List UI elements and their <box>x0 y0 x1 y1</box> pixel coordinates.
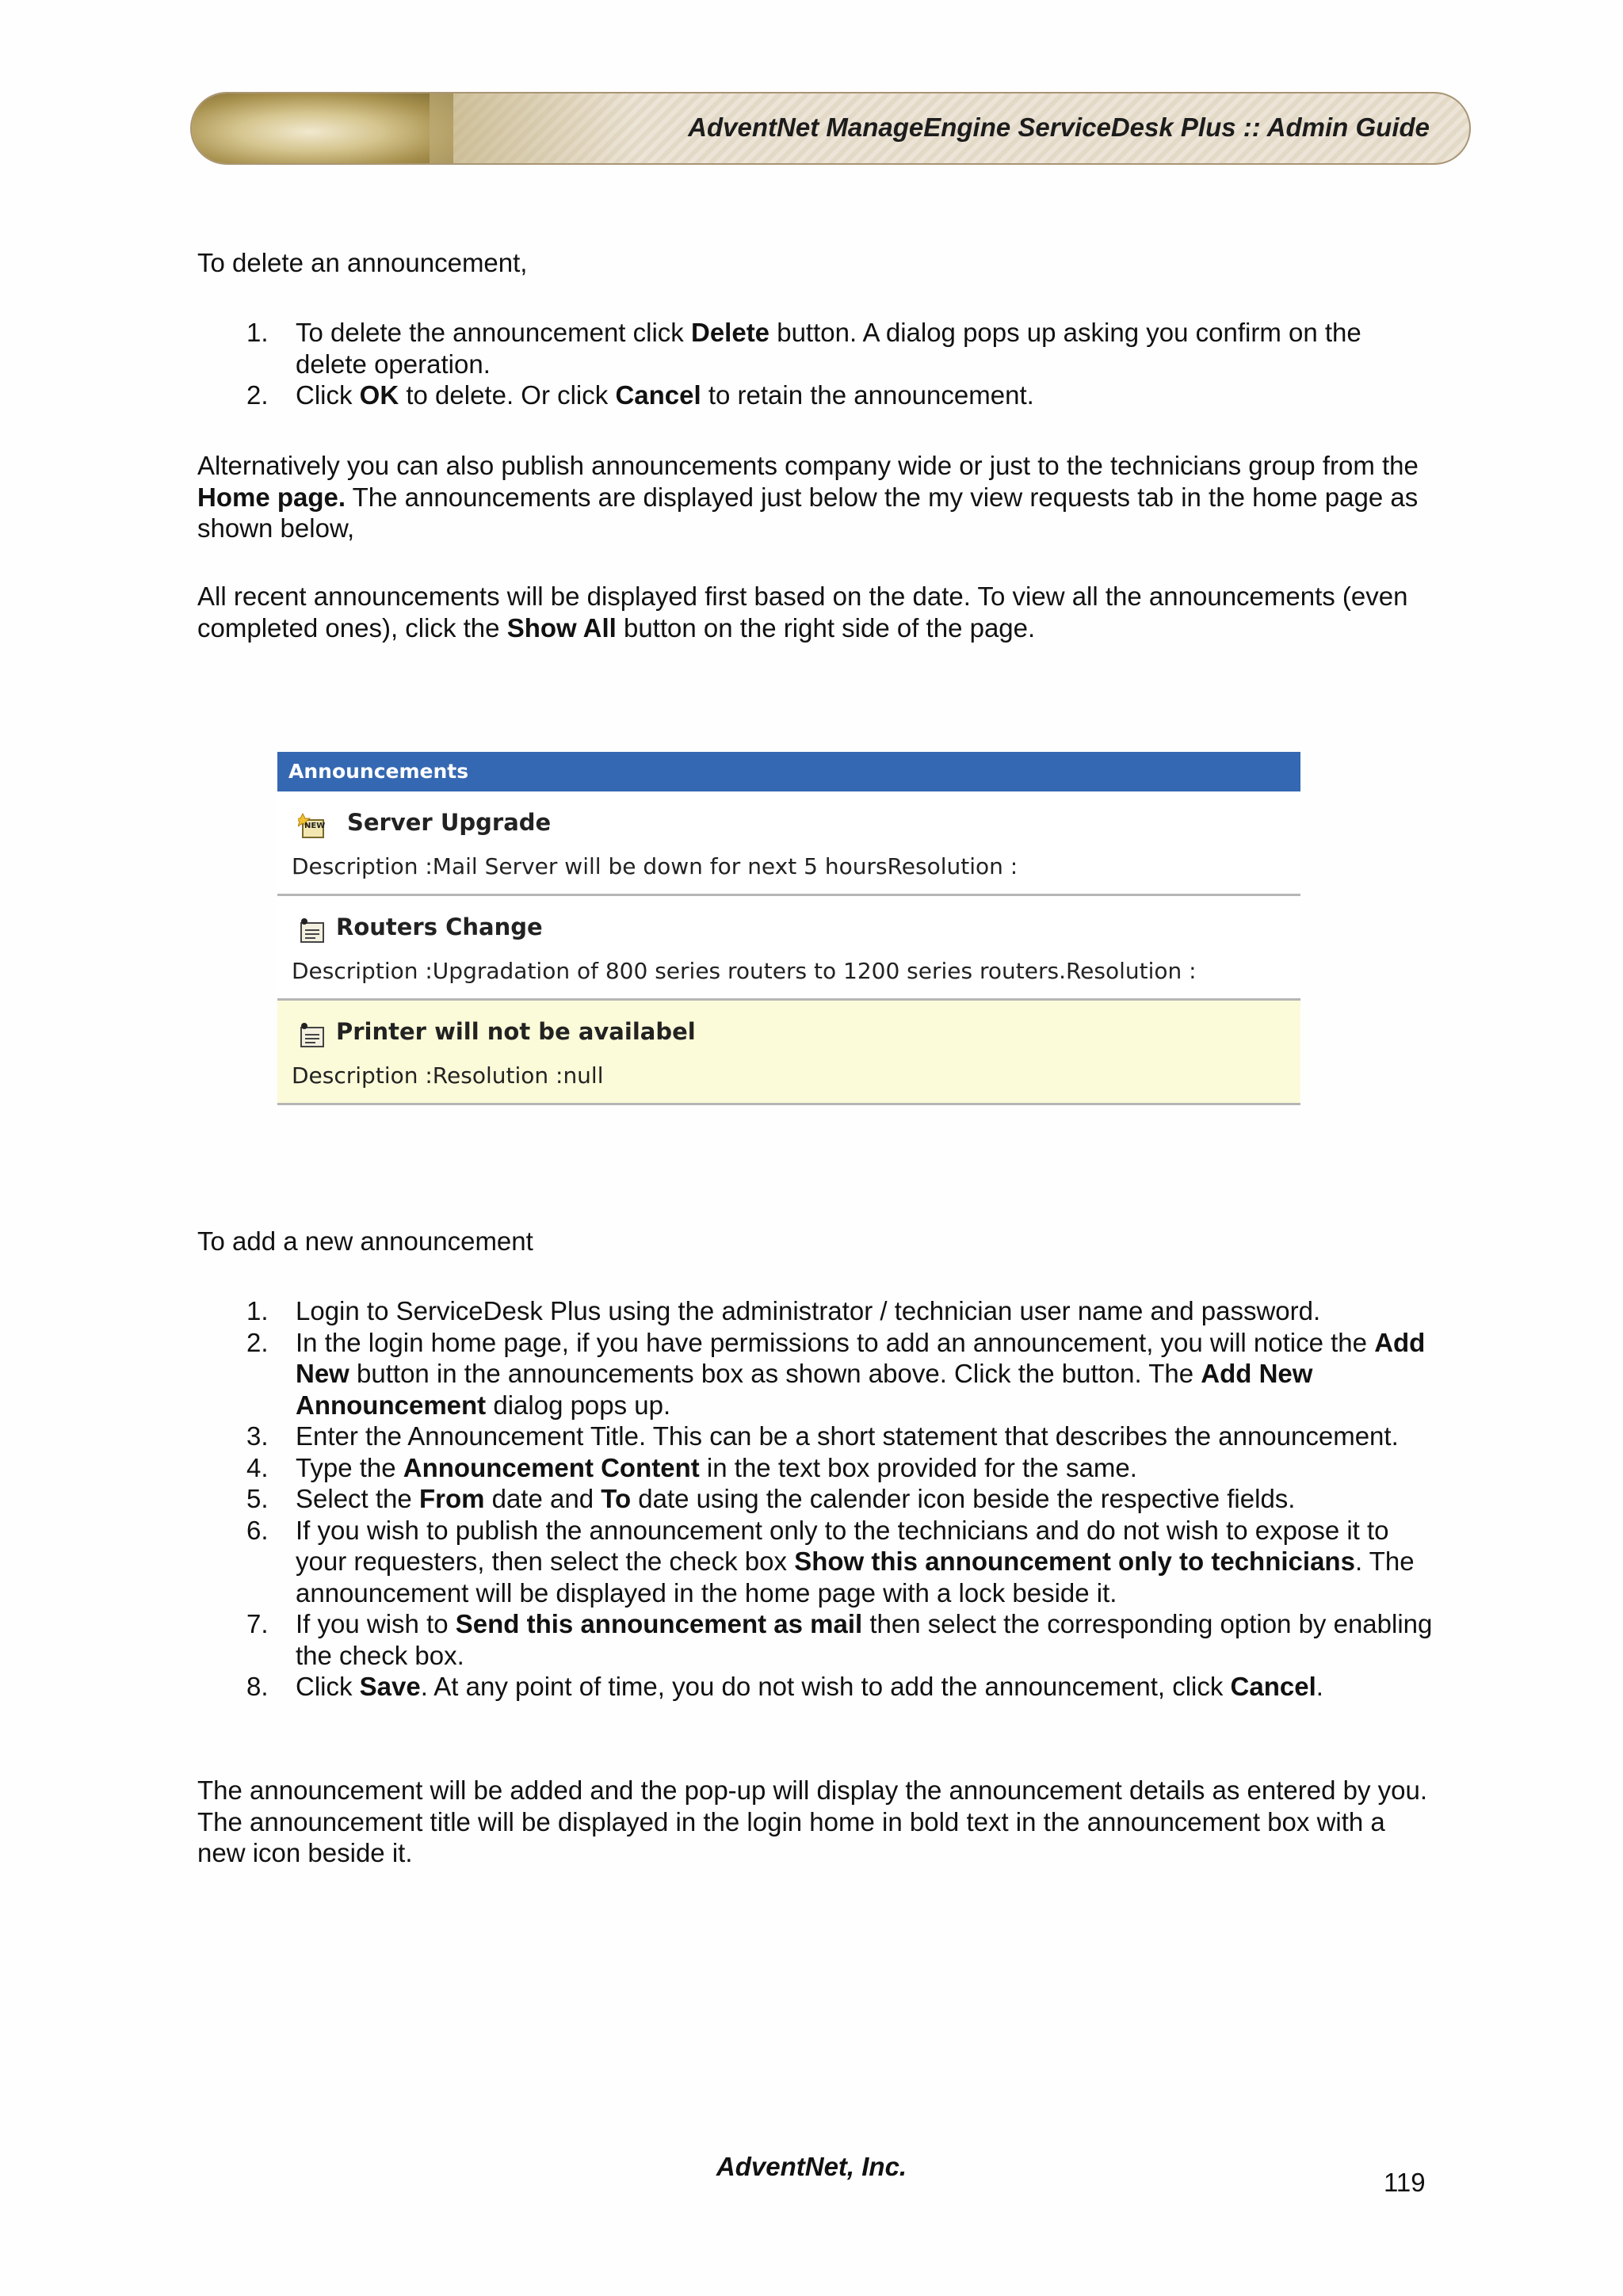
new-announcement-icon <box>298 812 327 839</box>
svg-text:NEW: NEW <box>304 822 326 830</box>
announcement-note-icon <box>298 1021 327 1048</box>
announcement-description: Description :Resolution :null <box>292 1062 604 1089</box>
guide-title: AdventNet ManageEngine ServiceDesk Plus :: Admin Guide <box>688 113 1430 142</box>
list-item: 6. If you wish to publish the announcement only to the technicians and do not wish to expose it to your requesters, then select the check box Show this announcement only to technicians. The announcement will be displayed in the home page with a lock beside it. <box>246 1515 1415 1608</box>
list-item: 7. If you wish to Send this announcement as mail then select the corresponding option by enabling the check box. <box>246 1609 1433 1670</box>
announcement-description: Description :Upgradation of 800 series routers to 1200 series routers.Resolution : <box>292 958 1197 984</box>
add-steps <box>197 1295 1434 1703</box>
delete-steps <box>197 317 1434 411</box>
announcement-item[interactable] <box>277 1001 1300 1105</box>
list-item: 2. Click OK to delete. Or click Cancel to retain the announcement. <box>246 380 1034 410</box>
delete-intro: To delete an announcement, <box>197 248 528 277</box>
alt-publish-paragraph: Alternatively you can also publish announcements company wide or just to the technicians group from the Home page. The announcements are displayed just below the my view requests tab in the home page as shown below, <box>197 451 1419 543</box>
list-item: 4. Type the Announcement Content in the text box provided for the same. <box>246 1452 1137 1482</box>
page-number: 119 <box>1384 2168 1426 2197</box>
add-intro: To add a new announcement <box>197 1226 533 1256</box>
footer-company: AdventNet, Inc. <box>716 2152 907 2181</box>
list-item: 8. Click Save. At any point of time, you do not wish to add the announcement, click Cancel. <box>246 1672 1323 1701</box>
list-item: 1. Login to ServiceDesk Plus using the administrator / technician user name and password. <box>246 1296 1321 1325</box>
announcement-title[interactable]: Routers Change <box>336 913 543 940</box>
header-banner <box>190 92 1471 165</box>
closing-paragraph: The announcement will be added and the pop-up will display the announcement details as entered by you. The announcement title will be displayed in the login home in bold text in the announcement box with a new icon beside it. <box>197 1775 1428 1867</box>
list-item: 3. Enter the Announcement Title. This can be a short statement that describes the announcement. <box>246 1421 1399 1451</box>
announcement-item[interactable] <box>277 896 1300 1001</box>
announcements-panel <box>277 752 1300 1107</box>
recent-announcements-paragraph: All recent announcements will be displayed first based on the date. To view all the announcements (even completed ones), click the Show All button on the right side of the page. <box>197 582 1408 643</box>
list-item: 5. Select the From date and To date using the calender icon beside the respective fields. <box>246 1484 1296 1513</box>
announcement-title[interactable]: Server Upgrade <box>347 809 552 836</box>
list-item: 1. To delete the announcement click Delete button. A dialog pops up asking you confirm on the delete operation. <box>246 318 1361 379</box>
announcement-description: Description :Mail Server will be down for next 5 hoursResolution : <box>292 853 1018 879</box>
announcement-title[interactable]: Printer will not be availabel <box>336 1018 696 1045</box>
list-item: 2. In the login home page, if you have permissions to add an announcement, you will notice the Add New button in the announcements box as shown above. Click the button. The Add New Announcement dialog pops up. <box>246 1327 1426 1420</box>
banner-decoration <box>192 93 453 163</box>
announcement-note-icon <box>298 917 327 944</box>
announcements-header: Announcements <box>277 752 1300 791</box>
announcement-item[interactable] <box>277 791 1300 896</box>
